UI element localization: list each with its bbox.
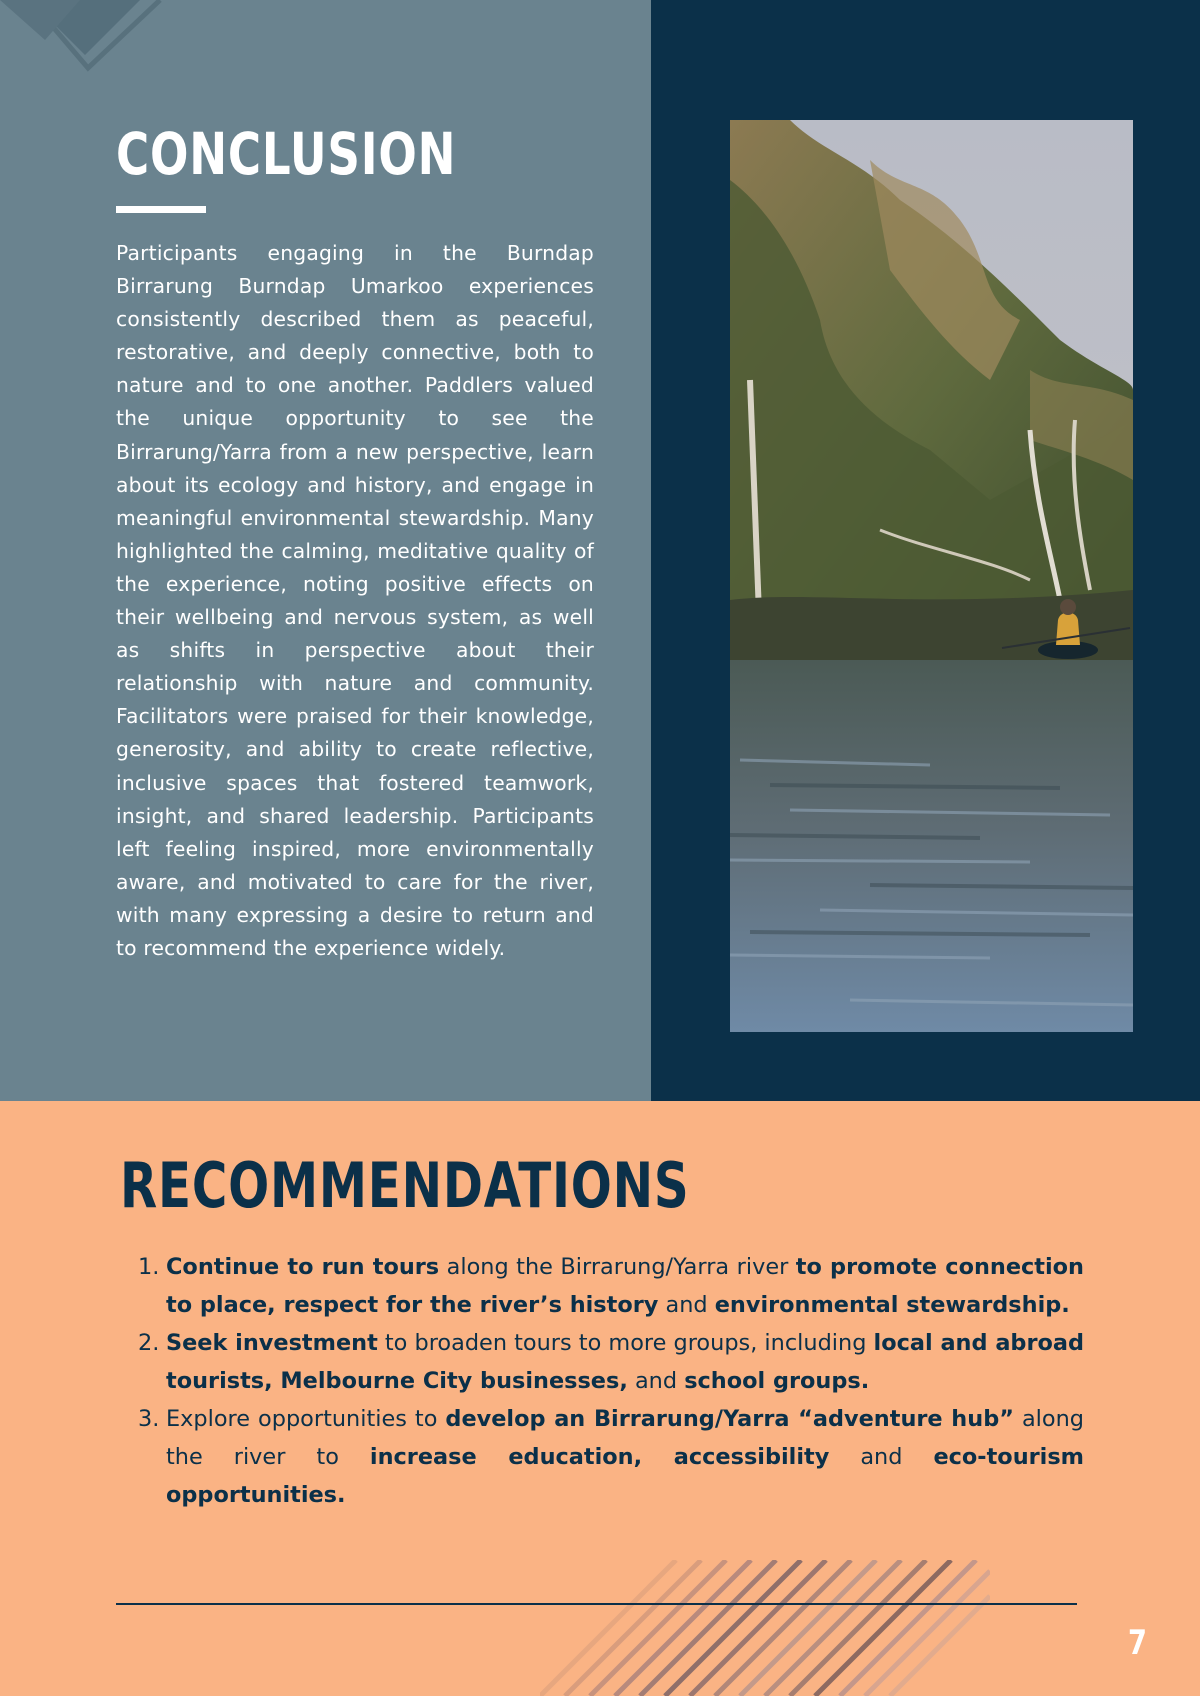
item-text: and [829, 1444, 934, 1470]
item-text-bold: develop an Birrarung/Yarra “adventure hub” [445, 1406, 1014, 1432]
recommendation-item [138, 1248, 1084, 1324]
item-number: 2. [138, 1330, 160, 1356]
recommendations-heading: RECOMMENDATIONS [120, 1149, 690, 1222]
river-kayak-photo [730, 120, 1133, 1032]
item-text: along the Birrarung/Yarra river [439, 1254, 796, 1280]
item-text-bold: school groups. [684, 1368, 870, 1394]
item-number: 3. [138, 1406, 160, 1432]
conclusion-paragraph: Participants engaging in the Burndap Birrarung Burndap Umarkoo experiences consistently described them as peaceful, restorative, and deeply connective, both to nature and to one another. Paddlers valued the unique opportunity to see the Birrarung/Yarra from a new perspective, learn about its ecology and history, and engage in meaningful environmental stewardship. Many highlighted the calming, meditative quality of the experience, noting positive effects on their wellbeing and nervous system, as well as shifts in perspective about their relationship with nature and community. Facilitators were praised for their knowledge, generosity, and ability to create reflective, inclusive spaces that fostered teamwork, insight, and shared leadership. Participants left feeling inspired, more environmentally aware, and motivated to care for the river, with many expressing a desire to return and to recommend the experience widely. [116, 241, 594, 960]
conclusion-panel [0, 0, 651, 1101]
item-text-bold: environmental stewardship. [714, 1292, 1070, 1318]
page-number: 7 [1128, 1623, 1147, 1663]
footer-divider [116, 1603, 1077, 1605]
recommendation-item [138, 1400, 1084, 1514]
recommendations-list [138, 1248, 1084, 1514]
item-text-bold: to promote connection to place, respect for the river’s history [166, 1254, 1084, 1318]
item-text: along the river to [166, 1406, 1085, 1470]
item-text-bold: eco-tourism opportunities. [166, 1444, 1085, 1508]
conclusion-heading: CONCLUSION [116, 120, 457, 188]
item-text: Explore opportunities to [166, 1406, 446, 1432]
diagonal-stripes-decoration [540, 1560, 990, 1696]
item-number: 1. [138, 1254, 160, 1280]
item-text: and [627, 1368, 685, 1394]
corner-chevron-decoration [0, 0, 170, 75]
item-text-bold: increase education, accessibility [369, 1444, 830, 1470]
item-text-bold: Continue to run tours [166, 1254, 440, 1280]
item-text: and [658, 1292, 715, 1318]
recommendation-item [138, 1324, 1084, 1400]
item-text: to broaden tours to more groups, including [377, 1330, 874, 1356]
heading-underline [116, 206, 206, 213]
item-text-bold: local and abroad tourists, Melbourne City businesses, [166, 1330, 1085, 1394]
item-text-bold: Seek investment [166, 1330, 378, 1356]
